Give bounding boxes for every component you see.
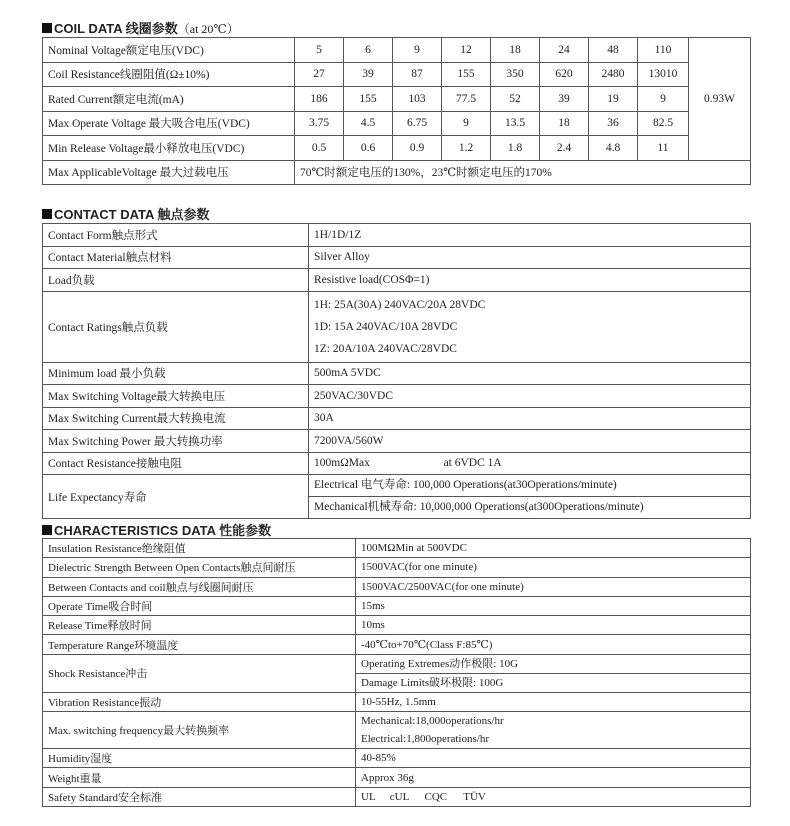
row-label: Max ApplicableVoltage 最大过载电压	[43, 160, 295, 185]
contact-data-table	[42, 223, 751, 519]
table-row	[43, 362, 751, 385]
table-row	[43, 291, 751, 362]
table-row	[43, 452, 751, 475]
rating-line: 1Z: 20A/10A 240VAC/28VDC	[314, 342, 457, 355]
table-row	[43, 692, 751, 711]
coil-row	[43, 160, 751, 185]
row-value: 30A	[309, 407, 751, 430]
coil-row	[43, 62, 751, 87]
rating-line: 1D: 15A 240VAC/10A 28VDC	[314, 320, 458, 333]
shock-damage: Damage Limits破坏极限: 100G	[361, 676, 504, 689]
cell-value: 9	[393, 38, 442, 63]
cell-value: 24	[540, 38, 589, 63]
cell-value: 0.5	[295, 136, 344, 161]
row-value	[356, 712, 751, 749]
table-row	[43, 616, 751, 635]
row-label: Coil Resistance线圈阻值(Ω±10%)	[43, 62, 295, 87]
table-row	[43, 654, 751, 692]
cell-value: 36	[589, 111, 638, 136]
cell-value: 19	[589, 87, 638, 112]
row-label: Life Expectancy寿命	[43, 475, 309, 519]
row-label: Max Switching Current最大转换电流	[43, 407, 309, 430]
cell-value: 6	[344, 38, 393, 63]
cell-value: 350	[491, 62, 540, 87]
table-row	[43, 407, 751, 430]
square-bullet-icon	[42, 525, 52, 535]
shock-operating: Operating Extremes动作极限: 10G	[356, 655, 750, 674]
cell-value: 18	[540, 111, 589, 136]
max-applicable-value: 70℃时额定电压的130%，23℃时额定电压的170%	[295, 160, 689, 185]
cell-value: 87	[393, 62, 442, 87]
row-value: 7200VA/560W	[309, 430, 751, 453]
row-value: 250VAC/30VDC	[309, 385, 751, 408]
standard-cul: cUL	[389, 790, 410, 803]
row-label: Max. switching frequency最大转换频率	[43, 712, 356, 749]
cell-value: 77.5	[442, 87, 491, 112]
row-value: 1500VAC(for one minute)	[356, 558, 751, 577]
table-row	[43, 246, 751, 269]
row-label: Insulation Resistance绝缘阻值	[43, 539, 356, 558]
cell-value: 186	[295, 87, 344, 112]
row-value: 10-55Hz, 1.5mm	[356, 692, 751, 711]
table-row	[43, 385, 751, 408]
square-bullet-icon	[42, 209, 52, 219]
row-value: 500mA 5VDC	[309, 362, 751, 385]
table-row	[43, 712, 751, 749]
cell-value: 3.75	[295, 111, 344, 136]
cell-value: 82.5	[638, 111, 689, 136]
cell-value: 1.2	[442, 136, 491, 161]
row-label: Dielectric Strength Between Open Contacts触点间耐压	[43, 558, 356, 577]
cell-value: 52	[491, 87, 540, 112]
table-row	[43, 749, 751, 768]
cell-value: 12	[442, 38, 491, 63]
row-label: Shock Resistance冲击	[43, 654, 356, 692]
square-bullet-icon	[42, 23, 52, 33]
row-value: 15ms	[356, 596, 751, 615]
coil-data-table	[42, 37, 751, 185]
row-label: Safety Standard安全标准	[43, 787, 356, 806]
cell-value: 5	[295, 38, 344, 63]
coil-section-title: COIL DATA 线圈参数（at 20℃）	[42, 18, 239, 37]
table-row	[43, 269, 751, 292]
row-label: Load负载	[43, 269, 309, 292]
cell-value: 9	[638, 87, 689, 112]
cell-value: 155	[344, 87, 393, 112]
table-row	[43, 430, 751, 453]
cell-value: 155	[442, 62, 491, 87]
standard-cqc: CQC	[424, 790, 448, 803]
cell-value: 2480	[589, 62, 638, 87]
row-label: Vibration Resistance振动	[43, 692, 356, 711]
cell-value: 11	[638, 136, 689, 161]
row-value: 1H/1D/1Z	[309, 224, 751, 247]
coil-row	[43, 38, 751, 63]
life-mechanical: Mechanical机械寿命: 10,000,000 Operations(at300Operations/minute)	[314, 501, 644, 513]
table-row	[43, 539, 751, 558]
row-label: Min Release Voltage最小释放电压(VDC)	[43, 136, 295, 161]
row-value	[309, 475, 751, 519]
rating-line: 1H: 25A(30A) 240VAC/20A 28VDC	[314, 298, 486, 311]
cell-value: 13010	[638, 62, 689, 87]
table-row	[43, 768, 751, 787]
resistance-condition: at 6VDC 1A	[443, 457, 502, 470]
characteristics-section-title: CHARACTERISTICS DATA 性能参数	[42, 520, 271, 539]
coil-row	[43, 111, 751, 136]
resistance-value: 100mΩMax	[314, 457, 370, 470]
cell-value: 2.4	[540, 136, 589, 161]
cell-value: 18	[491, 38, 540, 63]
cell-value: 103	[393, 87, 442, 112]
row-label: Contact Form触点形式	[43, 224, 309, 247]
row-label: Rated Current额定电流(mA)	[43, 87, 295, 112]
cell-value: 1.8	[491, 136, 540, 161]
row-label: Operate Time吸合时间	[43, 596, 356, 615]
row-label: Release Time释放时间	[43, 616, 356, 635]
cell-value: 6.75	[393, 111, 442, 136]
table-row	[43, 558, 751, 577]
row-value: -40℃to+70℃(Class F:85℃)	[356, 635, 751, 654]
cell-value: 39	[540, 87, 589, 112]
life-electrical: Electrical 电气寿命: 100,000 Operations(at30Operations/minute)	[309, 475, 750, 497]
contact-section-title: CONTACT DATA 触点参数	[42, 204, 210, 223]
row-value: Approx 36g	[356, 768, 751, 787]
characteristics-data-table	[42, 538, 751, 807]
cell-value: 39	[344, 62, 393, 87]
cell-value: 110	[638, 38, 689, 63]
row-value	[309, 291, 751, 362]
frequency-electrical: Electrical:1,800operations/hr	[361, 733, 489, 746]
table-row	[43, 787, 751, 806]
row-label: Temperature Range环境温度	[43, 635, 356, 654]
coil-power: 0.93W	[689, 38, 751, 161]
row-value	[356, 654, 751, 692]
table-row	[43, 577, 751, 596]
standard-ul: UL	[361, 790, 376, 803]
table-row	[43, 475, 751, 519]
row-label: Max Switching Power 最大转换功率	[43, 430, 309, 453]
row-label: Contact Ratings触点负载	[43, 291, 309, 362]
row-label: Weight重量	[43, 768, 356, 787]
row-label: Max Operate Voltage 最大吸合电压(VDC)	[43, 111, 295, 136]
cell-value: 0.6	[344, 136, 393, 161]
empty-cell	[689, 160, 751, 185]
cell-value: 27	[295, 62, 344, 87]
coil-row	[43, 136, 751, 161]
row-value	[309, 452, 751, 475]
row-label: Contact Material触点材料	[43, 246, 309, 269]
cell-value: 4.8	[589, 136, 638, 161]
table-row	[43, 635, 751, 654]
standard-tuv: TÜV	[463, 790, 486, 803]
row-value: 10ms	[356, 616, 751, 635]
table-row	[43, 596, 751, 615]
row-label: Humidity湿度	[43, 749, 356, 768]
cell-value: 9	[442, 111, 491, 136]
row-label: Max Switching Voltage最大转换电压	[43, 385, 309, 408]
row-value: Resistive load(COSΦ=1)	[309, 269, 751, 292]
row-value: 100MΩMin at 500VDC	[356, 539, 751, 558]
row-value: 1500VAC/2500VAC(for one minute)	[356, 577, 751, 596]
cell-value: 13.5	[491, 111, 540, 136]
row-label: Between Contacts and coil触点与线圈间耐压	[43, 577, 356, 596]
cell-value: 620	[540, 62, 589, 87]
row-value	[356, 787, 751, 806]
row-label: Minimum load 最小负载	[43, 362, 309, 385]
row-label: Nominal Voltage额定电压(VDC)	[43, 38, 295, 63]
cell-value: 4.5	[344, 111, 393, 136]
table-row	[43, 224, 751, 247]
row-value: 40-85%	[356, 749, 751, 768]
row-label: Contact Resistance接触电阻	[43, 452, 309, 475]
cell-value: 0.9	[393, 136, 442, 161]
row-value: Silver Alloy	[309, 246, 751, 269]
frequency-mechanical: Mechanical:18,000operations/hr	[361, 715, 504, 728]
cell-value: 48	[589, 38, 638, 63]
coil-row	[43, 87, 751, 112]
